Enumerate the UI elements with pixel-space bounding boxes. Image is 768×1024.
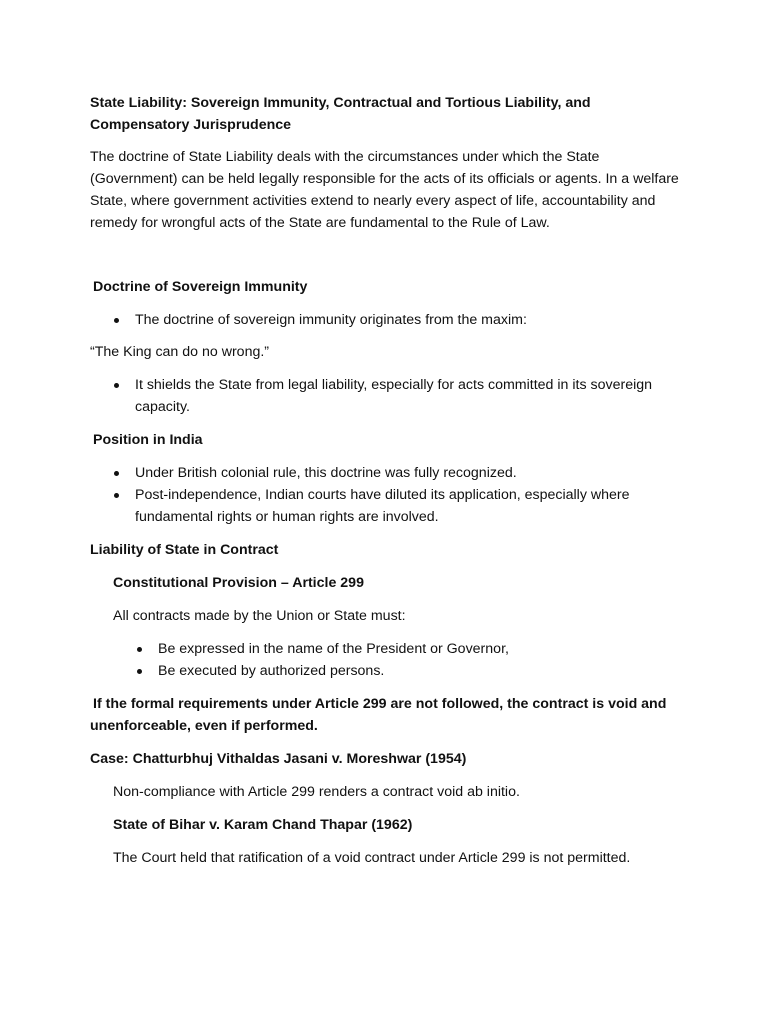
intro-paragraph: The doctrine of State Liability deals with the circumstances under which the State (Government) can be held legally responsible for the acts of its officials or agents. In a welfare State, where government activities extend to nearly every aspect of life, accountability and remedy for wrongful acts of the State are fundamental to the Rule of Law. [90,149,679,231]
list-item: The doctrine of sovereign immunity originates from the maxim: [90,309,680,331]
heading-contract: Liability of State in Contract [90,542,279,558]
heading-position-india: Position in India [93,432,203,448]
list-item: Post-independence, Indian courts have diluted its application, especially where fundamental rights or human rights are involved. [90,484,680,528]
sovereign-immunity-list-2 [90,374,680,418]
heading-sovereign-immunity: Doctrine of Sovereign Immunity [93,279,308,295]
document-page [90,92,680,869]
document-title: State Liability: Sovereign Immunity, Contractual and Tortious Liability, and Compensatory Jurisprudence [90,95,591,133]
article-299-warning: If the formal requirements under Article 299 are not followed, the contract is void and unenforceable, even if performed. [90,696,667,734]
subheading-article-299: Constitutional Provision – Article 299 [113,575,364,591]
case-heading-chatturbhuj: Case: Chatturbhuj Vithaldas Jasani v. Moreshwar (1954) [90,751,467,767]
case-text-karam-chand: The Court held that ratification of a void contract under Article 299 is not permitted. [113,850,631,866]
list-item: Be expressed in the name of the President or Governor, [90,638,680,660]
maxim-quote: “The King can do no wrong.” [90,344,270,360]
position-india-list [90,462,680,528]
contract-lead: All contracts made by the Union or State must: [113,608,406,624]
sovereign-immunity-list-1 [90,309,680,331]
list-item: It shields the State from legal liability, especially for acts committed in its sovereign capacity. [90,374,680,418]
list-item: Be executed by authorized persons. [90,660,680,682]
list-item: Under British colonial rule, this doctrine was fully recognized. [90,462,680,484]
case-text-chatturbhuj: Non-compliance with Article 299 renders a contract void ab initio. [113,784,520,800]
contract-requirements-list [90,638,680,682]
case-heading-karam-chand: State of Bihar v. Karam Chand Thapar (1962) [113,817,413,833]
